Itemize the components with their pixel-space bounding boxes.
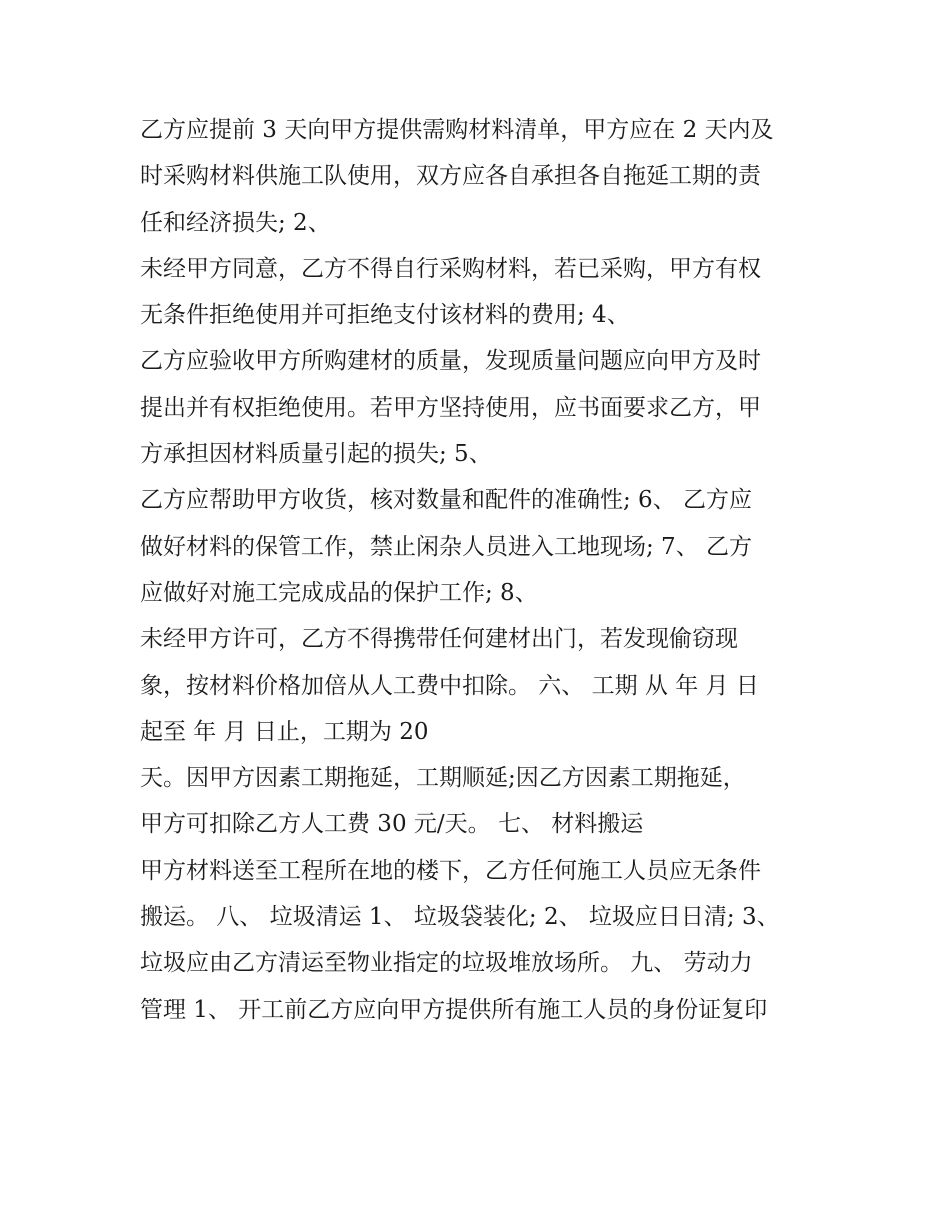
text-line-16: 甲方可扣除乙方人工费 30 元/天。 七、 材料搬运 <box>140 811 644 838</box>
text-line-15: 天。因甲方因素工期拖延，工期顺延;因乙方因素工期拖延， <box>140 765 746 792</box>
text-line-19: 垃圾应由乙方清运至物业指定的垃圾堆放场所。 九、 劳动力 <box>140 950 753 977</box>
text-line-4: 未经甲方同意，乙方不得自行采购材料，若已采购，甲方有权 <box>140 255 761 282</box>
text-line-17: 甲方材料送至工程所在地的楼下，乙方任何施工人员应无条件 <box>140 857 761 884</box>
text-line-18: 搬运。 八、 垃圾清运 1、 垃圾袋装化; 2、 垃圾应日日清; 3、 <box>140 904 780 931</box>
text-line-20: 管理 1、 开工前乙方应向甲方提供所有施工人员的身份证复印 <box>140 996 768 1023</box>
contract-text <box>140 107 840 1033</box>
text-line-13: 象，按材料价格加倍从人工费中扣除。 六、 工期 从 年 月 日 <box>140 672 759 699</box>
text-line-8: 方承担因材料质量引起的损失; 5、 <box>140 441 492 468</box>
text-line-5: 无条件拒绝使用并可拒绝支付该材料的费用; 4、 <box>140 302 630 329</box>
text-line-14: 起至 年 月 日止，工期为 20 <box>140 718 429 745</box>
text-line-2: 时采购材料供施工队使用，双方应各自承担各自拖延工期的责 <box>140 163 761 190</box>
text-line-10: 做好材料的保管工作，禁止闲杂人员进入工地现场; 7、 乙方 <box>140 533 753 560</box>
text-line-9: 乙方应帮助甲方收货，核对数量和配件的准确性; 6、 乙方应 <box>140 487 753 514</box>
text-line-1: 乙方应提前 3 天向甲方提供需购材料清单，甲方应在 2 天内及 <box>140 117 774 143</box>
text-line-3: 任和经济损失; 2、 <box>140 209 331 236</box>
text-line-12: 未经甲方许可，乙方不得携带任何建材出门，若发现偷窃现 <box>140 626 738 653</box>
text-line-7: 提出并有权拒绝使用。若甲方坚持使用，应书面要求乙方，甲 <box>140 394 761 421</box>
text-line-6: 乙方应验收甲方所购建材的质量，发现质量问题应向甲方及时 <box>140 348 761 375</box>
text-line-11: 应做好对施工完成成品的保护工作; 8、 <box>140 579 538 606</box>
